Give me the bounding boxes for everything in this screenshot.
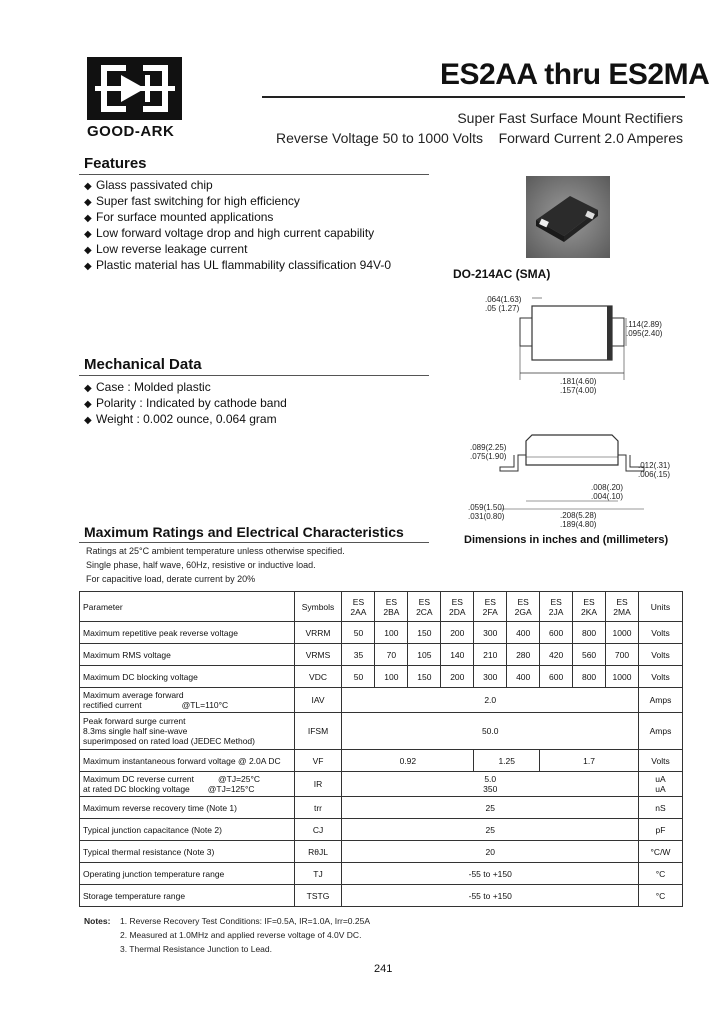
symbol-cell: TSTG [294, 885, 342, 907]
mechanical-heading: Mechanical Data [84, 356, 202, 373]
diamond-bullet-icon: ◆ [84, 383, 92, 394]
symbol-cell: IAV [294, 688, 342, 713]
value-cell: 25 [342, 797, 639, 819]
list-item: ◆ Polarity : Indicated by cathode band [84, 396, 287, 410]
unit-cell: pF [638, 819, 682, 841]
param-cell: Maximum instantaneous forward voltage @ 2.0A DC [80, 750, 295, 772]
unit-cell: Volts [638, 622, 682, 644]
table-row [80, 841, 683, 863]
value-cell: 800 [573, 622, 606, 644]
value-cell: 300 [474, 666, 507, 688]
param-cell: Maximum DC reverse current @TJ=25°C at rated DC blocking voltage @TJ=125°C [80, 772, 295, 797]
value-cell: 50 [342, 666, 375, 688]
dim-label: .064(1.63) [485, 295, 522, 304]
value-cell: 1000 [606, 622, 639, 644]
table-row [80, 688, 683, 713]
list-item: ◆ Low forward voltage drop and high current capability [84, 226, 375, 240]
value-cell: 420 [540, 644, 573, 666]
ratings-divider [79, 542, 429, 543]
symbol-cell: VDC [294, 666, 342, 688]
value-cell: 600 [540, 622, 573, 644]
header-part: ES 2GA [507, 592, 540, 622]
dim-label: .012(.31) [638, 461, 671, 470]
value-cell: 150 [408, 622, 441, 644]
param-cell: Maximum DC blocking voltage [80, 666, 295, 688]
notes-label: Notes: [84, 916, 111, 926]
header-part: ES 2CA [408, 592, 441, 622]
note-item: 2. Measured at 1.0MHz and applied reverse voltage of 4.0V DC. [120, 930, 362, 940]
package-photo [526, 176, 610, 258]
unit-cell: Amps [638, 713, 682, 750]
header-symbols: Symbols [294, 592, 342, 622]
symbol-cell: VRMS [294, 644, 342, 666]
subtitle-product: Super Fast Surface Mount Rectifiers [457, 110, 683, 126]
dim-label: .208(5.28) [560, 511, 597, 520]
header-units: Units [638, 592, 682, 622]
param-cell: Peak forward surge current 8.3ms single half sine-wave superimposed on rated load (JEDEC Method) [80, 713, 295, 750]
value-cell: 200 [441, 622, 474, 644]
value-cell: 2.0 [342, 688, 639, 713]
value-cell: 20 [342, 841, 639, 863]
mechanical-list [84, 380, 287, 428]
header-part: ES 2FA [474, 592, 507, 622]
value-cell: 800 [573, 666, 606, 688]
diamond-bullet-icon: ◆ [84, 213, 92, 224]
unit-cell: Volts [638, 750, 682, 772]
condition-text: For capacitive load, derate current by 20% [86, 574, 256, 584]
symbol-cell: VRRM [294, 622, 342, 644]
table-row [80, 885, 683, 907]
unit-cell: Amps [638, 688, 682, 713]
value-cell: 100 [375, 666, 408, 688]
table-row [80, 644, 683, 666]
value-cell: 210 [474, 644, 507, 666]
dim-label: .008(.20) [591, 483, 624, 492]
value-cell: 50 [342, 622, 375, 644]
param-cell: Maximum RMS voltage [80, 644, 295, 666]
diamond-bullet-icon: ◆ [84, 197, 92, 208]
features-list [84, 178, 391, 274]
list-item: ◆ Low reverse leakage current [84, 242, 248, 256]
dim-label: .095(2.40) [626, 329, 663, 338]
symbol-cell: RθJL [294, 841, 342, 863]
dim-label: .05 (1.27) [485, 304, 520, 313]
dim-label: .157(4.00) [560, 386, 597, 395]
list-item: ◆ For surface mounted applications [84, 210, 274, 224]
ratings-heading: Maximum Ratings and Electrical Characteristics [84, 524, 404, 540]
value-cell: 5.0 350 [342, 772, 639, 797]
header-part: ES 2JA [540, 592, 573, 622]
value-cell: 400 [507, 622, 540, 644]
features-heading: Features [84, 155, 147, 172]
features-divider [79, 174, 429, 175]
param-cell: Maximum average forward rectified current @TL=110°C [80, 688, 295, 713]
unit-cell: uA uA [638, 772, 682, 797]
table-row [80, 622, 683, 644]
diamond-bullet-icon: ◆ [84, 181, 92, 192]
unit-cell: °C [638, 863, 682, 885]
value-cell: 100 [375, 622, 408, 644]
dimensions-caption: Dimensions in inches and (millimeters) [464, 534, 669, 546]
value-cell: 70 [375, 644, 408, 666]
table-row [80, 750, 683, 772]
value-cell: 105 [408, 644, 441, 666]
brand-name: GOOD-ARK [87, 123, 175, 140]
note-item: 1. Reverse Recovery Test Conditions: IF=0.5A, IR=1.0A, Irr=0.25A [120, 916, 371, 926]
dim-label: .059(1.50) [468, 503, 505, 512]
dim-label: .075(1.90) [470, 452, 507, 461]
value-cell: 560 [573, 644, 606, 666]
list-item: ◆ Glass passivated chip [84, 178, 213, 192]
unit-cell: Volts [638, 666, 682, 688]
list-item: ◆ Plastic material has UL flammability classification 94V-0 [84, 258, 392, 272]
list-item: ◆ Weight : 0.002 ounce, 0.064 gram [84, 412, 277, 426]
dim-label: .089(2.25) [470, 443, 507, 452]
unit-cell: °C [638, 885, 682, 907]
value-cell: -55 to +150 [342, 885, 639, 907]
symbol-cell: CJ [294, 819, 342, 841]
header-part: ES 2BA [375, 592, 408, 622]
dim-label: .031(0.80) [468, 512, 505, 521]
value-cell: 200 [441, 666, 474, 688]
page-number: 241 [374, 963, 393, 975]
title-divider [262, 96, 685, 98]
param-cell: Maximum repetitive peak reverse voltage [80, 622, 295, 644]
mechanical-divider [79, 375, 429, 376]
table-row [80, 772, 683, 797]
symbol-cell: TJ [294, 863, 342, 885]
document-title: ES2AA thru ES2MA [440, 58, 710, 91]
param-cell: Typical thermal resistance (Note 3) [80, 841, 295, 863]
unit-cell: nS [638, 797, 682, 819]
value-cell: 0.92 [342, 750, 474, 772]
value-cell: 1.25 [474, 750, 540, 772]
dim-label: .189(4.80) [560, 520, 597, 529]
subtitle-ratings: Reverse Voltage 50 to 1000 Volts Forward Current 2.0 Amperes [276, 130, 683, 146]
dim-label: .114(2.89) [626, 320, 662, 329]
list-item: ◆ Super fast switching for high efficiency [84, 194, 300, 208]
diamond-bullet-icon: ◆ [84, 415, 92, 426]
value-cell: 700 [606, 644, 639, 666]
header-part: ES 2KA [573, 592, 606, 622]
condition-text: Single phase, half wave, 60Hz, resistive or inductive load. [86, 560, 316, 570]
symbol-cell: IFSM [294, 713, 342, 750]
table-row [80, 863, 683, 885]
header-part: ES 2DA [441, 592, 474, 622]
symbol-cell: VF [294, 750, 342, 772]
diamond-bullet-icon: ◆ [84, 261, 92, 272]
param-cell: Operating junction temperature range [80, 863, 295, 885]
diamond-bullet-icon: ◆ [84, 245, 92, 256]
dim-label: .006(.15) [638, 470, 671, 479]
header-parameter: Parameter [80, 592, 295, 622]
header-part: ES 2AA [342, 592, 375, 622]
value-cell: 400 [507, 666, 540, 688]
list-item: ◆ Case : Molded plastic [84, 380, 211, 394]
diamond-bullet-icon: ◆ [84, 399, 92, 410]
value-cell: 140 [441, 644, 474, 666]
package-name: DO-214AC (SMA) [453, 267, 551, 281]
table-row [80, 819, 683, 841]
ratings-table [79, 591, 683, 907]
table-row [80, 666, 683, 688]
unit-cell: Volts [638, 644, 682, 666]
value-cell: 300 [474, 622, 507, 644]
table-header-row [80, 592, 683, 622]
param-cell: Maximum reverse recovery time (Note 1) [80, 797, 295, 819]
table-row [80, 713, 683, 750]
value-cell: 50.0 [342, 713, 639, 750]
diode-logo-icon [87, 57, 182, 120]
value-cell: -55 to +150 [342, 863, 639, 885]
diamond-bullet-icon: ◆ [84, 229, 92, 240]
condition-text: Ratings at 25°C ambient temperature unless otherwise specified. [86, 546, 345, 556]
table-row [80, 797, 683, 819]
param-cell: Typical junction capacitance (Note 2) [80, 819, 295, 841]
note-item: 3. Thermal Resistance Junction to Lead. [120, 944, 272, 954]
dim-label: .004(.10) [591, 492, 624, 501]
value-cell: 280 [507, 644, 540, 666]
value-cell: 1.7 [540, 750, 639, 772]
header-part: ES 2MA [606, 592, 639, 622]
symbol-cell: trr [294, 797, 342, 819]
value-cell: 25 [342, 819, 639, 841]
dim-label: .181(4.60) [560, 377, 597, 386]
value-cell: 1000 [606, 666, 639, 688]
param-cell: Storage temperature range [80, 885, 295, 907]
value-cell: 35 [342, 644, 375, 666]
value-cell: 150 [408, 666, 441, 688]
company-logo [87, 57, 182, 120]
value-cell: 600 [540, 666, 573, 688]
symbol-cell: IR [294, 772, 342, 797]
unit-cell: °C/W [638, 841, 682, 863]
